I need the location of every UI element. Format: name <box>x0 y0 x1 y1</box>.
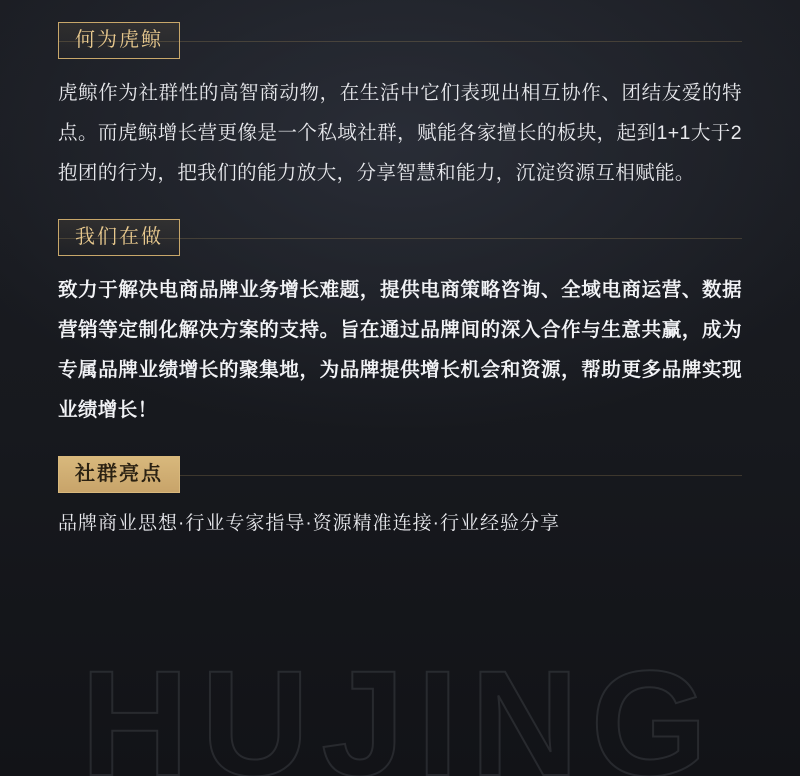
section-community-highlights <box>58 456 742 541</box>
watermark-hujing: HUJING <box>80 639 720 776</box>
section-what-is-hujing <box>58 22 742 193</box>
section-heading-3: 社群亮点 <box>58 456 180 493</box>
section-heading-1: 何为虎鲸 <box>58 22 180 59</box>
section-body-1: 虎鲸作为社群性的高智商动物，在生活中它们表现出相互协作、团结友爱的特点。而虎鲸增长营更像是一个私域社群，赋能各家擅长的板块，起到1+1大于2抱团的行为，把我们的能力放大，分享智慧和能力，沉淀资源互相赋能。 <box>58 82 742 184</box>
section-body-3: 品牌商业思想·行业专家指导·资源精准连接·行业经验分享 <box>58 513 560 534</box>
section-heading-2: 我们在做 <box>58 219 180 256</box>
section-body-2: 致力于解决电商品牌业务增长难题，提供电商策略咨询、全域电商运营、数据营销等定制化解决方案的支持。旨在通过品牌间的深入合作与生意共赢，成为专属品牌业绩增长的聚集地，为品牌提供增长机会和资源，帮助更多品牌实现业绩增长！ <box>58 279 742 421</box>
section-heading-row-2 <box>58 219 742 256</box>
section-what-we-do <box>58 219 742 430</box>
section-heading-row-3 <box>58 456 742 493</box>
section-heading-row-1 <box>58 22 742 59</box>
